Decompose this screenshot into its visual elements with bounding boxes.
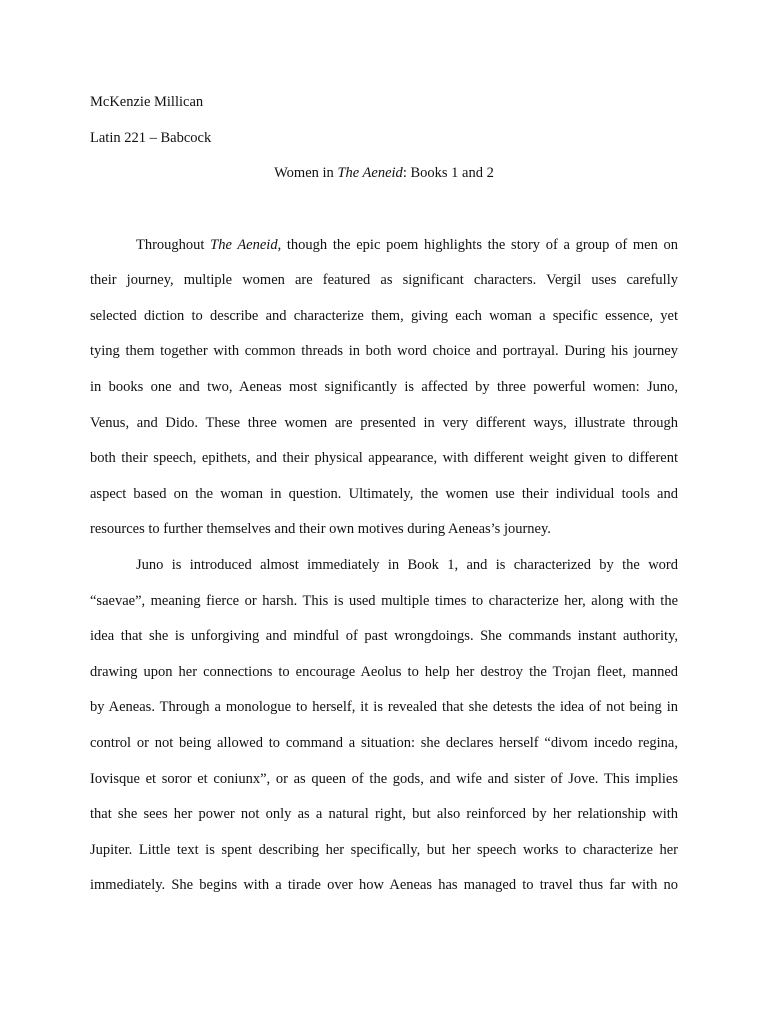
course-info: Latin 221 – Babcock — [90, 130, 212, 146]
title-italic: The Aeneid — [337, 165, 403, 181]
paragraph-1-line: their journey, multiple women are featured as significant characters. Vergil uses carefully — [90, 272, 678, 288]
paragraph-2-line: idea that she is unforgiving and mindful of past wrongdoings. She commands instant authority, — [90, 628, 678, 644]
author-name: McKenzie Millican — [90, 94, 204, 110]
paragraph-1-line: resources to further themselves and their own motives during Aeneas’s journey. — [90, 521, 551, 537]
p1-suffix: , though the epic poem highlights the story of a group of men on — [277, 237, 679, 253]
paragraph-2-line: by Aeneas. Through a monologue to herself, it is revealed that she detests the idea of not being in — [90, 699, 678, 715]
paragraph-1-line-1 — [136, 238, 678, 253]
essay-title — [0, 166, 768, 181]
paragraph-1-line: tying them together with common threads in both word choice and portrayal. During his journey — [90, 343, 678, 359]
paragraph-2-line: immediately. She begins with a tirade over how Aeneas has managed to travel thus far with no — [90, 877, 678, 893]
paragraph-1-line: Venus, and Dido. These three women are presented in very different ways, illustrate through — [90, 415, 678, 431]
paragraph-2-line: control or not being allowed to command a situation: she declares herself “divom incedo regina, — [90, 735, 678, 751]
paragraph-1-line: aspect based on the woman in question. Ultimately, the women use their individual tools and — [90, 486, 678, 502]
paragraph-2-line: “saevae”, meaning fierce or harsh. This is used multiple times to characterize her, along with the — [90, 593, 678, 609]
paragraph-2-line: drawing upon her connections to encourage Aeolus to help her destroy the Trojan fleet, manned — [90, 664, 678, 680]
paragraph-1-line: in books one and two, Aeneas most significantly is affected by three powerful women: Juno, — [90, 379, 678, 395]
paragraph-2-line-1: Juno is introduced almost immediately in Book 1, and is characterized by the word — [136, 557, 678, 573]
title-suffix: : Books 1 and 2 — [402, 165, 494, 181]
paragraph-2-line: Iovisque et soror et coniunx”, or as queen of the gods, and wife and sister of Jove. This implies — [90, 771, 678, 787]
paragraph-1-line: selected diction to describe and characterize them, giving each woman a specific essence, yet — [90, 308, 678, 324]
p1-italic: The Aeneid — [210, 237, 278, 253]
paragraph-1-line: both their speech, epithets, and their physical appearance, with different weight given to different — [90, 450, 678, 466]
paragraph-2-line: that she sees her power not only as a natural right, but also reinforced by her relationship with — [90, 806, 678, 822]
p1-prefix: Throughout — [136, 237, 211, 253]
title-prefix: Women in — [274, 165, 338, 181]
paragraph-2-line: Jupiter. Little text is spent describing her specifically, but her speech works to characterize her — [90, 842, 678, 858]
